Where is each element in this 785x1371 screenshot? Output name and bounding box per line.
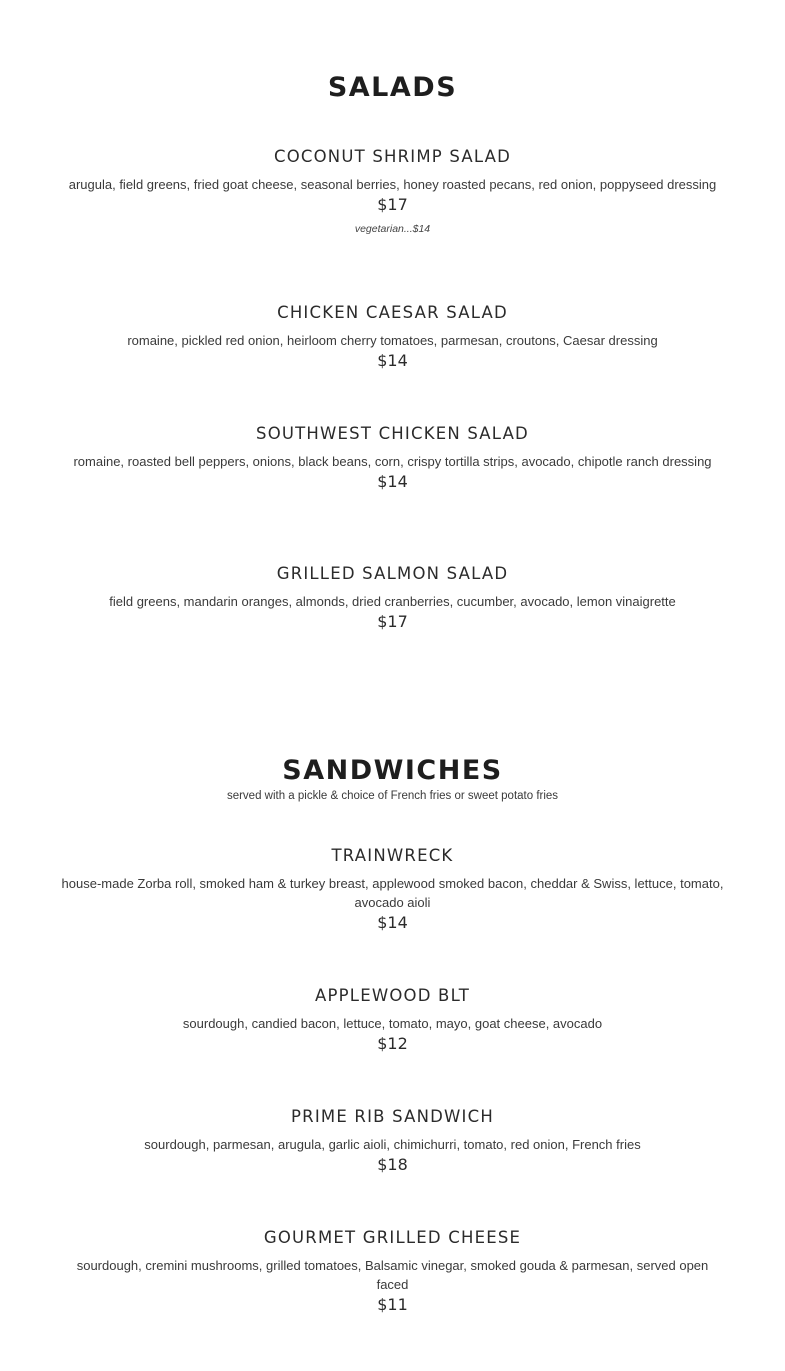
menu-item-gourmet-grilled-cheese xyxy=(60,1227,725,1315)
item-price: $14 xyxy=(377,913,408,932)
menu-item-trainwreck xyxy=(60,845,725,933)
item-description: arugula, field greens, fried goat cheese, seasonal berries, honey roasted pecans, red onion, poppyseed dressing xyxy=(68,177,717,192)
item-name: TRAINWRECK xyxy=(331,846,454,865)
menu-item-chicken-caesar-salad xyxy=(60,302,725,371)
item-description: house-made Zorba roll, smoked ham & turkey breast, applewood smoked bacon, cheddar & Swiss, lettuce, tomato, avocado aioli xyxy=(61,876,724,910)
item-name: GRILLED SALMON SALAD xyxy=(276,564,509,583)
item-price: $17 xyxy=(377,612,408,631)
item-name: GOURMET GRILLED CHEESE xyxy=(263,1228,522,1247)
item-name: CHICKEN CAESAR SALAD xyxy=(277,303,508,322)
item-name: APPLEWOOD BLT xyxy=(315,986,470,1005)
item-description: sourdough, parmesan, arugula, garlic aioli, chimichurri, tomato, red onion, French fries xyxy=(144,1137,641,1152)
item-name: PRIME RIB SANDWICH xyxy=(291,1107,494,1126)
item-description: sourdough, cremini mushrooms, grilled tomatoes, Balsamic vinegar, smoked gouda & parmesan, served open faced xyxy=(76,1258,709,1292)
item-description: romaine, pickled red onion, heirloom cherry tomatoes, parmesan, croutons, Caesar dressing xyxy=(127,333,658,348)
menu-item-grilled-salmon-salad xyxy=(60,563,725,632)
item-description: romaine, roasted bell peppers, onions, black beans, corn, crispy tortilla strips, avocado, chipotle ranch dressing xyxy=(73,454,712,469)
item-note: vegetarian...$14 xyxy=(354,223,431,235)
item-price: $12 xyxy=(377,1034,408,1053)
salads-heading: SALADS xyxy=(327,72,458,103)
menu-item-southwest-chicken-salad xyxy=(60,423,725,492)
item-name: COCONUT SHRIMP SALAD xyxy=(273,147,512,166)
item-price: $14 xyxy=(377,472,408,491)
item-price: $18 xyxy=(377,1155,408,1174)
item-description: sourdough, candied bacon, lettuce, tomato, mayo, goat cheese, avocado xyxy=(182,1016,603,1031)
item-price: $11 xyxy=(377,1295,408,1314)
sandwiches-heading: SANDWICHES xyxy=(282,755,503,786)
sandwiches-subtitle: served with a pickle & choice of French fries or sweet potato fries xyxy=(226,790,559,802)
item-description: field greens, mandarin oranges, almonds, dried cranberries, cucumber, avocado, lemon vinaigrette xyxy=(109,594,676,609)
item-price: $17 xyxy=(377,195,408,214)
item-price: $14 xyxy=(377,351,408,370)
menu-item-coconut-shrimp-salad xyxy=(60,146,725,235)
item-name: SOUTHWEST CHICKEN SALAD xyxy=(256,424,529,443)
menu-item-applewood-blt xyxy=(60,985,725,1054)
menu-item-prime-rib-sandwich xyxy=(60,1106,725,1175)
